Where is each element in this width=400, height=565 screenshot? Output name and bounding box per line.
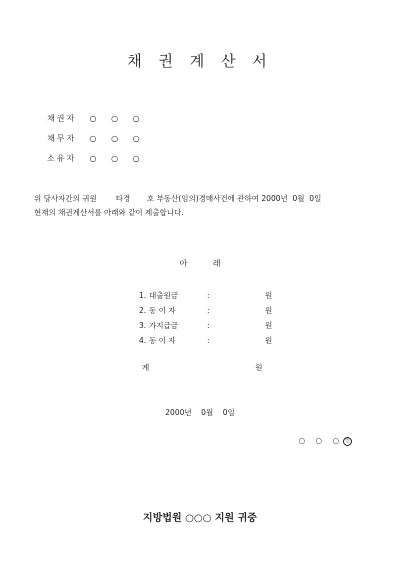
signatory-name: ○ ○ ○ <box>298 436 343 445</box>
item-row <box>139 335 272 346</box>
paragraph-line: 위 당사자간의 귀원 타경 호 부동산(임의)경매사건에 관하여 2000년 0월 0일 <box>34 194 322 203</box>
item-name: 동 이 자 <box>149 306 176 315</box>
item-unit: 원 <box>265 291 273 300</box>
court-addressee: 지방법원 ○○○ 지원 귀중 <box>143 513 257 524</box>
document-date: 2000년 0월 0일 <box>165 408 235 417</box>
party-creditor <box>47 113 146 124</box>
item-row <box>139 320 272 331</box>
item-unit: 원 <box>265 336 273 345</box>
section-heading: 아 래 <box>179 259 221 268</box>
item-colon: : <box>207 291 210 300</box>
body-paragraph <box>34 192 379 220</box>
item-name: 가지급금 <box>149 321 178 330</box>
document-title: 채 권 계 산 서 <box>127 52 273 70</box>
party-label: 채무자 <box>47 134 77 143</box>
signature <box>299 436 352 446</box>
party-value: ○ ○ ○ <box>89 154 146 163</box>
item-row <box>139 290 272 301</box>
total-row <box>142 362 263 373</box>
item-name: 대출원금 <box>149 291 178 300</box>
seal-icon: 인 <box>343 437 352 446</box>
item-unit: 원 <box>265 306 273 315</box>
party-debtor <box>47 133 146 144</box>
item-unit: 원 <box>265 321 273 330</box>
party-label: 소유자 <box>47 154 77 163</box>
item-colon: : <box>207 321 210 330</box>
item-colon: : <box>207 336 210 345</box>
item-number: 4. <box>139 336 147 345</box>
item-colon: : <box>207 306 210 315</box>
paragraph-line: 현재의 채권계산서를 아래와 같이 제출합니다. <box>34 208 184 217</box>
total-label: 계 <box>142 363 150 372</box>
item-number: 2. <box>139 306 147 315</box>
item-row <box>139 305 272 316</box>
item-number: 3. <box>139 321 147 330</box>
item-name: 동 이 자 <box>149 336 176 345</box>
party-value: ○ ○ ○ <box>89 134 146 143</box>
total-unit: 원 <box>255 363 263 372</box>
party-value: ○ ○ ○ <box>89 114 146 123</box>
party-label: 채권자 <box>47 114 77 123</box>
item-number: 1. <box>139 291 147 300</box>
party-owner <box>47 153 146 164</box>
